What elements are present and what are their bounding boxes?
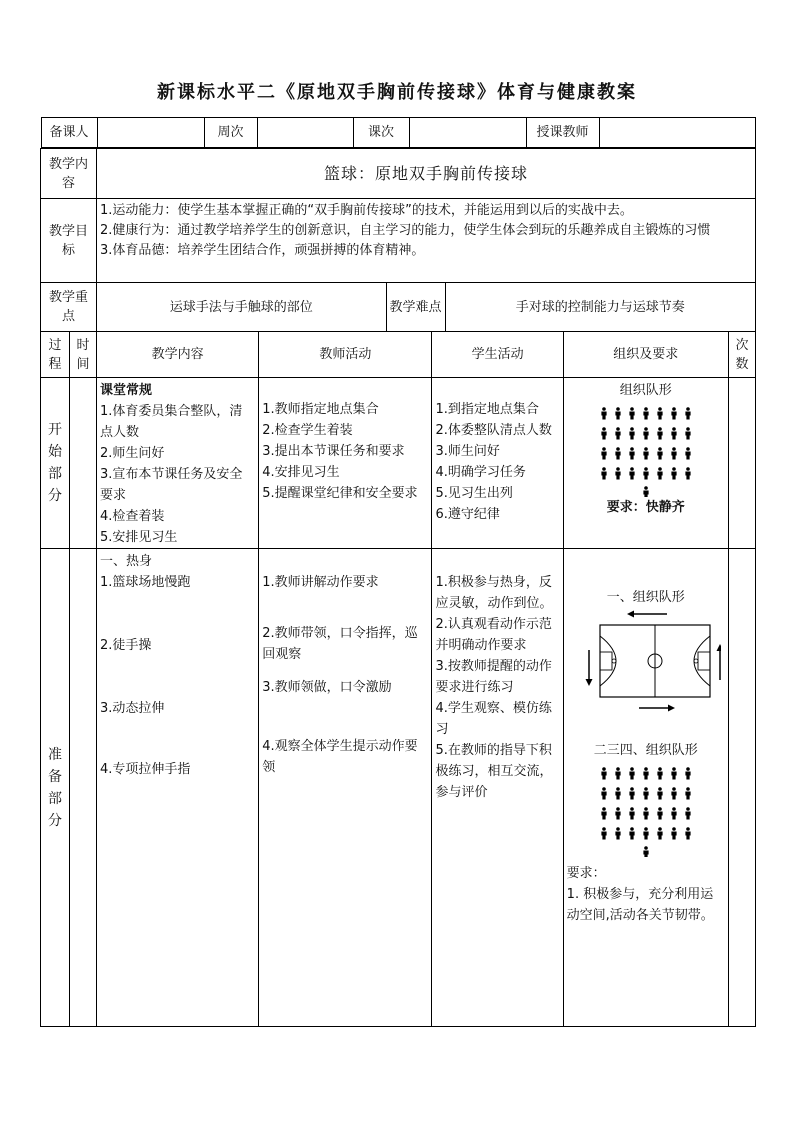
- teacher-item: 3.提出本节课任务和要求: [262, 444, 405, 459]
- student-item: 2.体委整队清点人数: [435, 423, 552, 438]
- header-row: [41, 117, 756, 148]
- content-item: 4.检查着装: [100, 509, 165, 524]
- difficulty-value: 手对球的控制能力与运球节奏: [445, 283, 755, 331]
- prep-content: [97, 549, 259, 1027]
- person-icon: [657, 467, 662, 479]
- org-title-2: 二三四、组织队形: [593, 743, 698, 758]
- person-icon: [643, 787, 648, 799]
- person-icon: [685, 447, 690, 459]
- start-count[interactable]: [728, 378, 755, 549]
- student-item: 5.见习生出列: [435, 486, 513, 501]
- person-icon: [657, 407, 662, 419]
- teacher-item: 5.提醒课堂纪律和安全要求: [262, 486, 418, 501]
- preparer-label: 备课人: [41, 118, 97, 148]
- preparer-value[interactable]: [97, 118, 204, 148]
- arrow-icon: [668, 705, 675, 712]
- lesson-plan-table: [40, 117, 756, 1027]
- person-icon: [671, 767, 676, 779]
- prep-student: [432, 549, 563, 1027]
- person-icon: [685, 767, 690, 779]
- arrow-icon: [585, 679, 592, 686]
- person-icon: [657, 427, 662, 439]
- person-icon: [657, 767, 662, 779]
- goal-item: 1.运动能力：使学生基本掌握正确的“双手胸前传接球”的技术，并能运用到以后的实战中去。: [100, 203, 633, 218]
- start-student: [432, 378, 563, 549]
- person-icon: [629, 447, 634, 459]
- person-icon: [685, 827, 690, 839]
- content-item: 1.篮球场地慢跑: [100, 575, 191, 590]
- person-icon: [643, 846, 648, 857]
- content-item: 1.体育委员集合整队，清点人数: [100, 404, 243, 440]
- person-icon: [643, 447, 648, 459]
- person-icon: [671, 807, 676, 819]
- org-title-1: 一、组织队形: [606, 590, 685, 605]
- prep-section-label: 准备部分: [41, 549, 70, 1027]
- formation-diagram-prep: [596, 761, 696, 857]
- person-icon: [643, 807, 648, 819]
- content-title: 课堂常规: [100, 383, 153, 398]
- person-icon: [601, 427, 606, 439]
- goals-list: [97, 199, 756, 283]
- person-icon: [685, 807, 690, 819]
- person-icon: [629, 807, 634, 819]
- person-icon: [601, 787, 606, 799]
- col-teacher: 教师活动: [259, 332, 432, 378]
- teacher-item: 2.检查学生着装: [262, 423, 353, 438]
- person-icon: [643, 427, 648, 439]
- prep-organization: [563, 549, 728, 1027]
- col-student: 学生活动: [432, 332, 563, 378]
- person-icon: [671, 407, 676, 419]
- difficulty-label: 教学难点: [386, 283, 445, 331]
- key-value: 运球手法与手触球的部位: [97, 283, 386, 331]
- person-icon: [643, 407, 648, 419]
- col-process: 过程: [41, 332, 70, 378]
- content-item: 3.动态拉伸: [100, 701, 165, 716]
- week-label: 周次: [204, 118, 257, 148]
- student-item: 4.明确学习任务: [435, 465, 526, 480]
- person-icon: [615, 407, 620, 419]
- start-time[interactable]: [70, 378, 97, 549]
- content-item: 2.师生问好: [100, 446, 165, 461]
- person-icon: [629, 767, 634, 779]
- person-icon: [629, 467, 634, 479]
- person-icon: [643, 767, 648, 779]
- col-time: 时间: [70, 332, 97, 378]
- person-icon: [629, 407, 634, 419]
- teacher-item: 3.教师领做，口令激励: [262, 680, 392, 695]
- person-icon: [671, 787, 676, 799]
- person-icon: [601, 447, 606, 459]
- teacher-item: 1.教师讲解动作要求: [262, 575, 379, 590]
- person-icon: [629, 827, 634, 839]
- person-icon: [601, 767, 606, 779]
- person-icon: [685, 427, 690, 439]
- start-section-label: 开始部分: [41, 378, 70, 549]
- goals-label: 教学目标: [41, 199, 97, 283]
- person-icon: [629, 427, 634, 439]
- student-item: 1.积极参与热身，反应灵敏，动作到位。: [435, 575, 553, 611]
- student-item: 5.在教师的指导下积极练习，相互交流，参与评价: [435, 743, 553, 800]
- person-icon: [615, 807, 620, 819]
- person-icon: [643, 486, 648, 497]
- person-icon: [615, 767, 620, 779]
- content-item: 3.宣布本节课任务及安全要求: [100, 467, 243, 503]
- content-item: 2.徒手操: [100, 638, 152, 653]
- org-requirement: 要求：快静齐: [606, 500, 685, 515]
- org-title: 组织队形: [619, 383, 672, 398]
- person-icon: [629, 787, 634, 799]
- student-item: 4.学生观察、模仿练习: [435, 701, 552, 737]
- person-icon: [601, 407, 606, 419]
- person-icon: [601, 467, 606, 479]
- prep-count[interactable]: [728, 549, 755, 1027]
- teaching-content: 篮球：原地双手胸前传接球: [97, 149, 756, 199]
- person-icon: [685, 407, 690, 419]
- student-item: 6.遵守纪律: [435, 507, 500, 522]
- week-value[interactable]: [257, 118, 353, 148]
- key-label: 教学重点: [41, 283, 97, 332]
- page-title: 新课标水平二《原地双手胸前传接球》体育与健康教案: [157, 82, 637, 103]
- prep-teacher: [259, 549, 432, 1027]
- start-organization: [563, 378, 728, 549]
- person-icon: [685, 467, 690, 479]
- content-title: 一、热身: [100, 554, 153, 569]
- key-points-row: [97, 283, 755, 331]
- person-icon: [601, 807, 606, 819]
- teacher-item: 1.教师指定地点集合: [262, 402, 379, 417]
- student-item: 3.按教师提醒的动作要求进行练习: [435, 659, 552, 695]
- person-icon: [671, 467, 676, 479]
- teacher-item: 2.教师带领，口令指挥，巡回观察: [262, 626, 418, 662]
- content-item: 5.安排见习生: [100, 530, 178, 545]
- content-label: 教学内容: [41, 149, 97, 199]
- person-icon: [615, 827, 620, 839]
- person-icon: [643, 827, 648, 839]
- student-item: 1.到指定地点集合: [435, 402, 539, 417]
- person-icon: [657, 787, 662, 799]
- col-content: 教学内容: [97, 332, 259, 378]
- person-icon: [671, 827, 676, 839]
- teacher-item: 4.安排见习生: [262, 465, 340, 480]
- person-icon: [671, 447, 676, 459]
- teacher-item: 4.观察全体学生提示动作要领: [262, 739, 418, 775]
- person-icon: [657, 807, 662, 819]
- student-item: 3.师生问好: [435, 444, 500, 459]
- lesson-label: 课次: [353, 118, 409, 148]
- prep-time[interactable]: [70, 549, 97, 1027]
- person-icon: [685, 787, 690, 799]
- person-icon: [615, 427, 620, 439]
- person-icon: [671, 427, 676, 439]
- person-icon: [657, 447, 662, 459]
- person-icon: [615, 467, 620, 479]
- student-item: 2.认真观看动作示范并明确动作要求: [435, 617, 552, 653]
- content-item: 4.专项拉伸手指: [100, 762, 191, 777]
- start-content: [97, 378, 259, 549]
- teacher-label: 授课教师: [526, 118, 599, 148]
- arrow-icon: [716, 644, 721, 651]
- goal-item: 2.健康行为：通过教学培养学生的创新意识，自主学习的能力，使学生体会到玩的乐趣养成自主锻炼的习惯: [100, 223, 711, 238]
- req-text: 1. 积极参与，充分利用运动空间,活动各关节韧带。: [566, 887, 714, 923]
- person-icon: [615, 447, 620, 459]
- start-teacher: [259, 378, 432, 549]
- req-label: 要求：: [566, 866, 606, 881]
- col-count: 次数: [728, 332, 755, 378]
- basketball-court: [571, 608, 721, 718]
- person-icon: [615, 787, 620, 799]
- goal-item: 3.体育品德：培养学生团结合作，顽强拼搏的体育精神。: [100, 243, 425, 258]
- teacher-value[interactable]: [599, 118, 755, 148]
- person-icon: [657, 827, 662, 839]
- person-icon: [601, 827, 606, 839]
- formation-diagram-start: [596, 401, 696, 497]
- lesson-value[interactable]: [409, 118, 526, 148]
- col-organization: 组织及要求: [563, 332, 728, 378]
- arrow-icon: [627, 611, 634, 618]
- person-icon: [643, 467, 648, 479]
